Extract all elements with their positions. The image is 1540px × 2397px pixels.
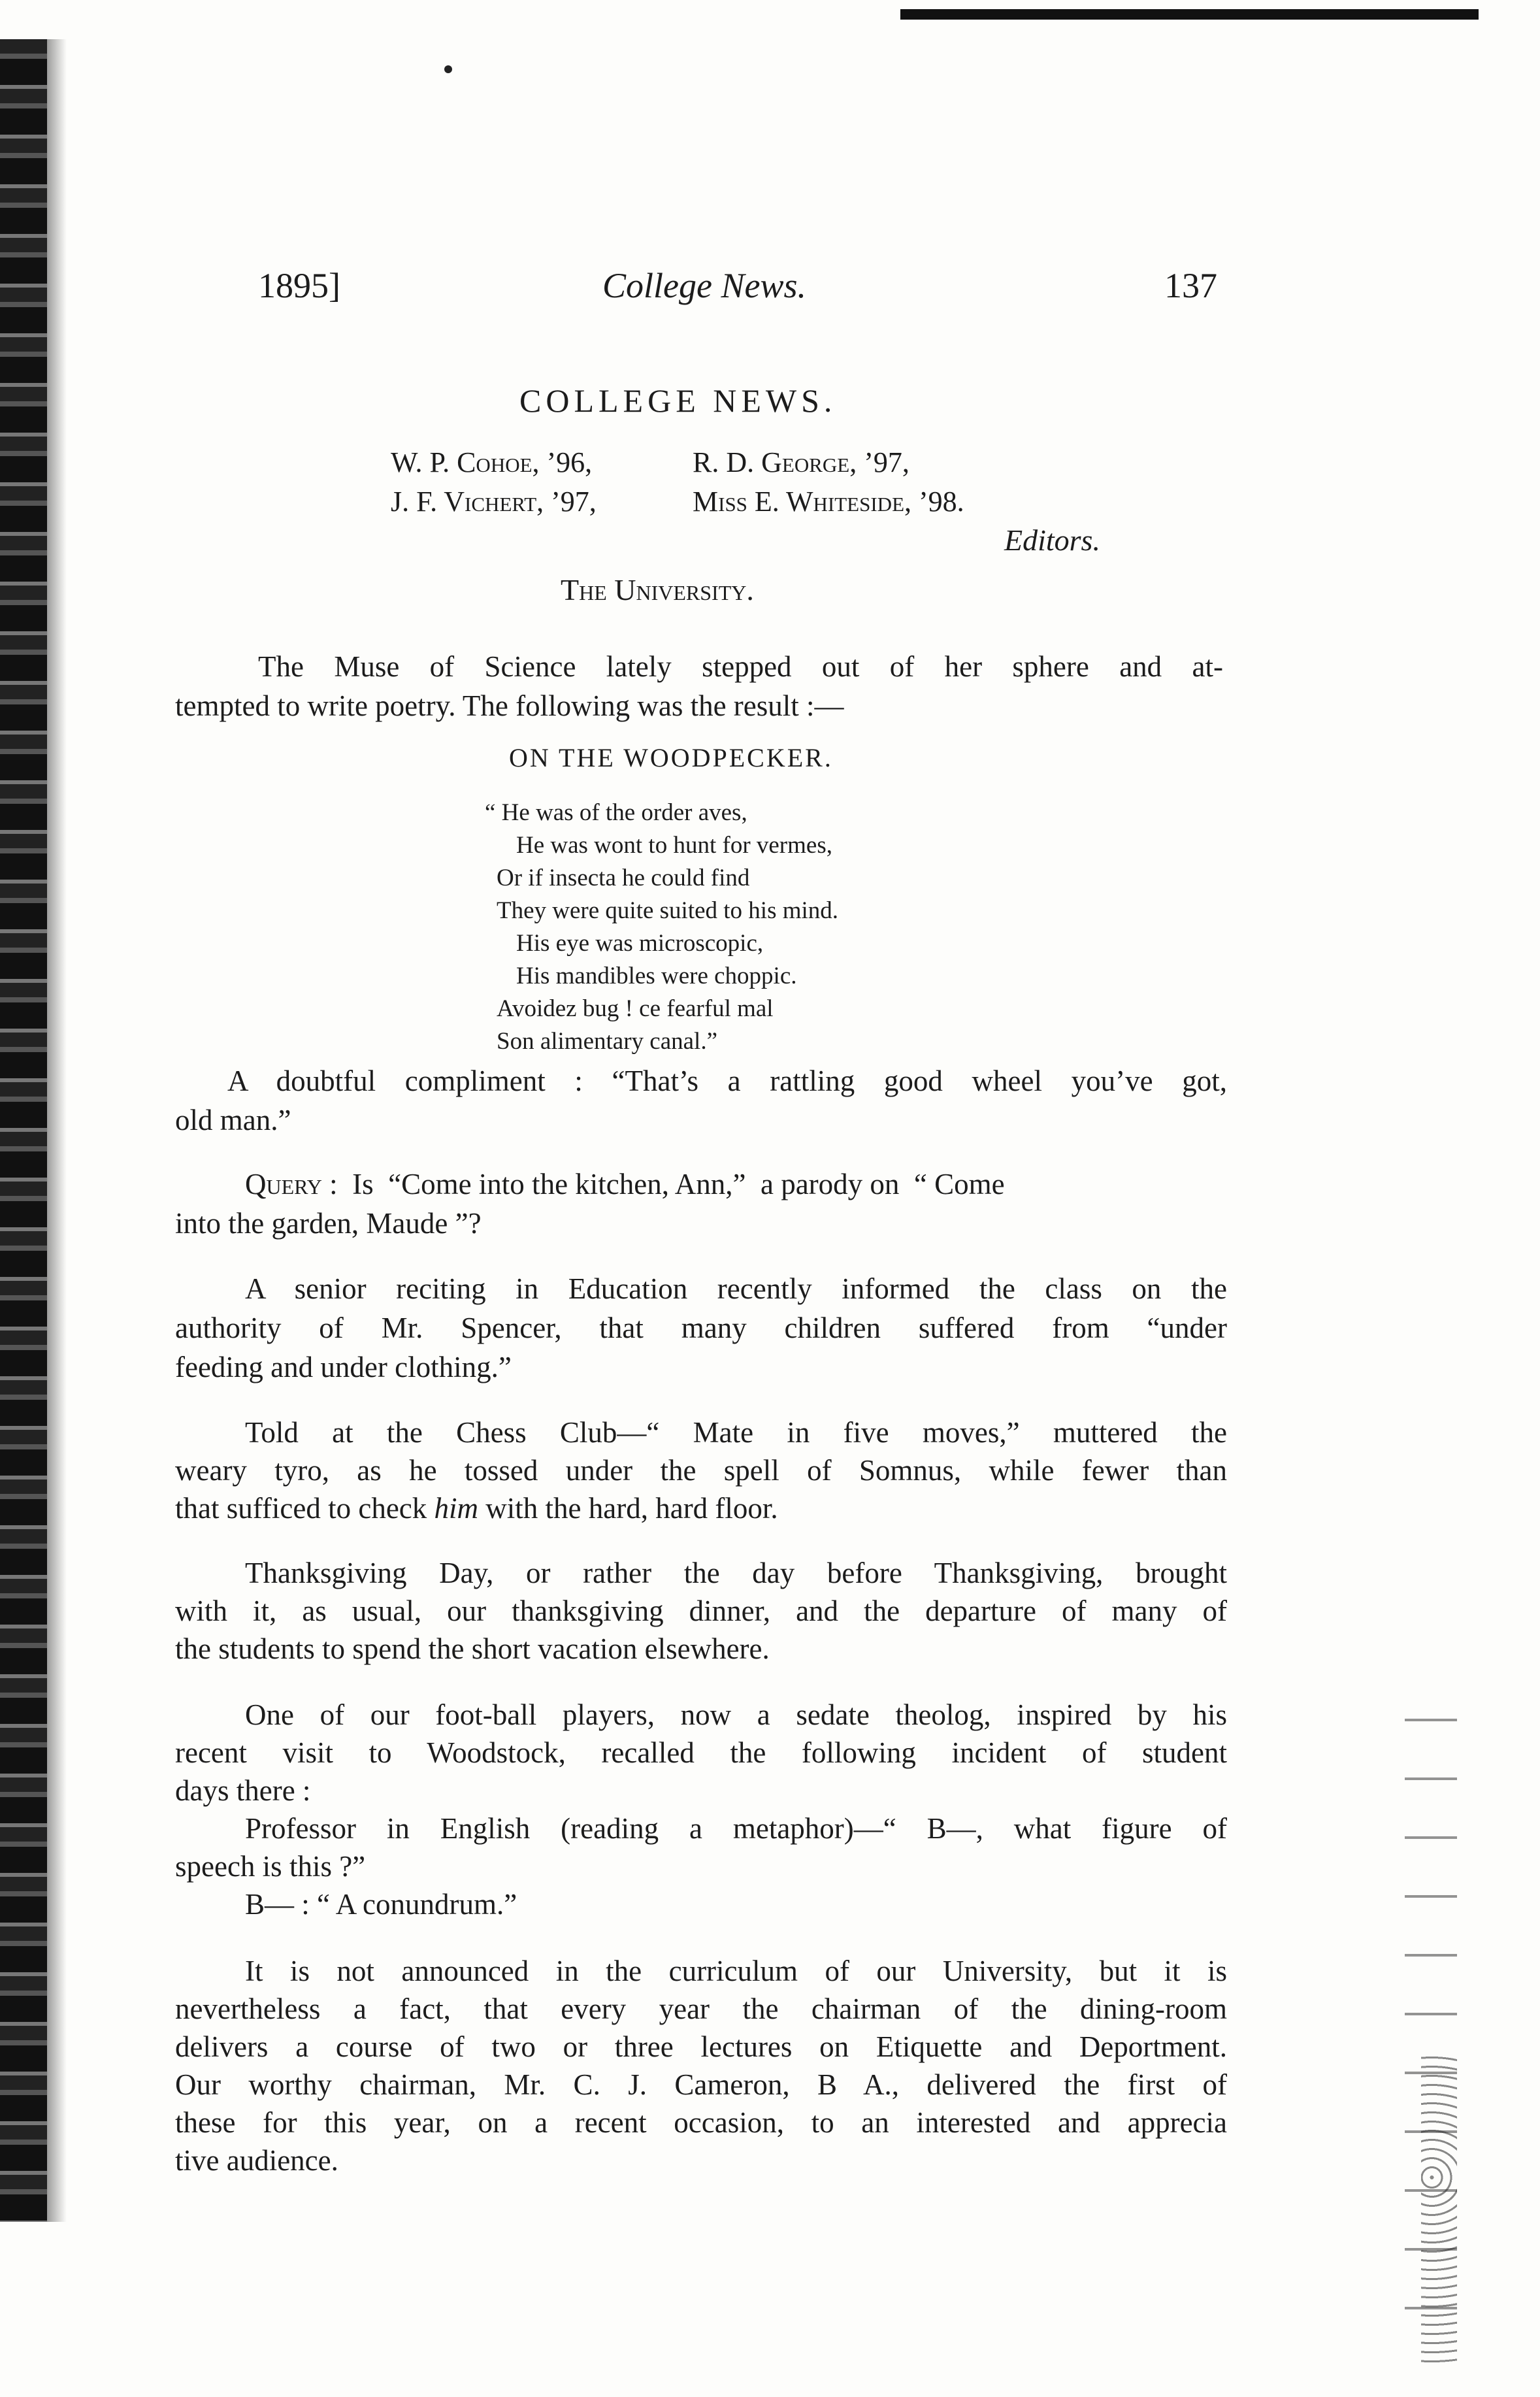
paragraph-etiquette-line: these for this year, on a recent occasion, to an interested and apprecia <box>175 2106 1227 2139</box>
header-running-title: College News. <box>602 266 806 305</box>
chess-text-before: that sufficed to check <box>175 1492 434 1525</box>
poem-line: Avoidez bug ! ce fearful mal <box>497 995 774 1022</box>
intro-line-2: tempted to write poetry. The following was the result :— <box>175 689 844 722</box>
query-label: Query <box>245 1168 322 1200</box>
paragraph-senior-line: feeding and under clothing.” <box>175 1351 512 1383</box>
query-text: : Is “Come into the kitchen, Ann,” a parody on “ Come <box>321 1168 1005 1200</box>
poem-line: They were quite suited to his mind. <box>497 897 839 924</box>
subsection-university: The University. <box>561 573 754 606</box>
paragraph-senior-line: A senior reciting in Education recently informed the class on the <box>245 1272 1227 1305</box>
paragraph-etiquette-line: Our worthy chairman, Mr. C. J. Cameron, B A., delivered the first of <box>175 2068 1227 2101</box>
book-binding-shadow <box>0 39 47 2222</box>
paragraph-query-line <box>245 1170 1227 1199</box>
poem-line: His mandibles were choppic. <box>516 963 797 989</box>
edge-dots <box>1421 2052 1457 2366</box>
poem-line: Son alimentary canal.” <box>497 1028 718 1055</box>
paragraph-football-line: B— : “ A conundrum.” <box>245 1888 517 1921</box>
header-page-number: 137 <box>1164 266 1217 305</box>
paragraph-chess-line: weary tyro, as he tossed under the spell of Somnus, while fewer than <box>175 1454 1227 1487</box>
binding-fade <box>47 39 67 2222</box>
paragraph-etiquette-line: nevertheless a fact, that every year the chairman of the dining-room <box>175 1992 1227 2025</box>
paragraph-chess-line: Told at the Chess Club—“ Mate in five moves,” muttered the <box>245 1416 1227 1449</box>
chess-text-italic: him <box>434 1492 479 1525</box>
paragraph-etiquette-line: delivers a course of two or three lectures on Etiquette and Deportment. <box>175 2030 1227 2063</box>
section-title: COLLEGE NEWS. <box>519 382 837 419</box>
paragraph-senior-line: authority of Mr. Spencer, that many children suffered from “under <box>175 1312 1227 1344</box>
header-year: 1895] <box>258 266 340 305</box>
editors-label: Editors. <box>1004 523 1100 557</box>
paragraph-football-line: speech is this ?” <box>175 1850 366 1883</box>
paragraph-compliment-line: old man.” <box>175 1104 291 1136</box>
paragraph-chess-line <box>175 1494 778 1523</box>
editor-vichert: J. F. Vichert, ’97, <box>391 486 597 518</box>
paragraph-thanksgiving-line: Thanksgiving Day, or rather the day before Thanksgiving, brought <box>245 1557 1227 1589</box>
poem-line: His eye was microscopic, <box>516 930 764 957</box>
paragraph-query-line: into the garden, Maude ”? <box>175 1207 482 1240</box>
intro-line-1: The Muse of Science lately stepped out of her sphere and at- <box>258 650 1223 683</box>
paragraph-compliment-line: A doubtful compliment : “That’s a rattling good wheel you’ve got, <box>227 1065 1227 1097</box>
editor-whiteside: Miss E. Whiteside, ’98. <box>693 486 964 518</box>
top-rule <box>900 9 1479 20</box>
ink-speck <box>444 65 452 73</box>
poem-line: He was wont to hunt for vermes, <box>516 832 832 859</box>
paragraph-football-line: Professor in English (reading a metaphor)—“ B—, what figure of <box>245 1812 1227 1845</box>
editor-george: R. D. George, ’97, <box>693 446 909 478</box>
paragraph-thanksgiving-line: the students to spend the short vacation elsewhere. <box>175 1632 770 1665</box>
paragraph-football-line: One of our foot-ball players, now a sedate theolog, inspired by his <box>245 1698 1227 1731</box>
paragraph-football-line: recent visit to Woodstock, recalled the following incident of student <box>175 1736 1227 1769</box>
poem-title: ON THE WOODPECKER. <box>509 743 833 772</box>
paragraph-etiquette-line: It is not announced in the curriculum of our University, but it is <box>245 1955 1227 1987</box>
paragraph-etiquette-line: tive audience. <box>175 2144 338 2177</box>
poem-line: “ He was of the order aves, <box>485 799 747 826</box>
poem-line: Or if insecta he could find <box>497 865 750 891</box>
paragraph-football-line: days there : <box>175 1774 311 1807</box>
paragraph-thanksgiving-line: with it, as usual, our thanksgiving dinner, and the departure of many of <box>175 1595 1227 1627</box>
chess-text-after: with the hard, hard floor. <box>478 1492 778 1525</box>
editor-cohoe: W. P. Cohoe, ’96, <box>391 446 593 478</box>
